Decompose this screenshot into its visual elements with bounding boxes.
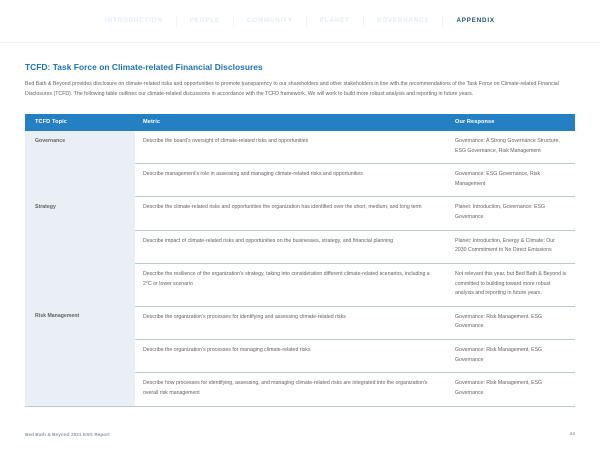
table-header bbox=[25, 114, 575, 131]
page-content bbox=[0, 43, 600, 407]
response-cell: Planet: Introduction, Energy & Climate: Our 2030 Commitment to No Direct Emissions bbox=[447, 230, 575, 263]
table-row bbox=[25, 197, 575, 230]
metric-cell: Describe the climate-related risks and opportunities the organization has identified over the short, medium, and long term bbox=[135, 197, 447, 230]
metric-cell: Describe impact of climate-related risks and opportunities on the businesses, strategy, and financial planning bbox=[135, 230, 447, 263]
response-cell: Governance: Risk Management, ESG Governance bbox=[447, 340, 575, 373]
response-cell: Governance: A Strong Governance Structure, ESG Governance, Risk Management bbox=[447, 131, 575, 164]
nav-item-governance[interactable]: GOVERNANCE bbox=[376, 16, 430, 24]
metric-cell: Describe the board's oversight of climate-related risks and opportunities bbox=[135, 131, 447, 164]
topic-cell-governance: Governance bbox=[25, 131, 135, 197]
metric-cell: Describe the resilience of the organization's strategy, taking into consideration different climate-related scenarios, including a 2°C or lower scenario bbox=[135, 263, 447, 306]
column-header-metric: Metric bbox=[135, 114, 447, 131]
nav-item-planet[interactable]: PLANET bbox=[319, 16, 350, 24]
response-cell: Governance: ESG Governance, Risk Management bbox=[447, 164, 575, 197]
top-navigation bbox=[0, 0, 600, 43]
metric-cell: Describe the organization's processes for identifying and assessing climate-related risks bbox=[135, 306, 447, 339]
metric-cell: Describe management's role in assessing and managing climate-related risks and opportunities bbox=[135, 164, 447, 197]
nav-item-people[interactable]: PEOPLE bbox=[189, 16, 220, 24]
table-row bbox=[25, 306, 575, 339]
table-row bbox=[25, 131, 575, 164]
response-cell: Planet: Introduction, Governance: ESG Governance bbox=[447, 197, 575, 230]
response-cell: Not relevant this year, but Bed Bath & Beyond is committed to building toward more robust analysis and reporting in future years. bbox=[447, 263, 575, 306]
page-footer bbox=[25, 432, 575, 437]
nav-item-introduction[interactable]: INTRODUCTION bbox=[105, 16, 163, 24]
column-header-tcfd-topic: TCFD Topic bbox=[25, 114, 135, 131]
footer-report-name: Bed Bath & Beyond 2021 ESG Report bbox=[25, 432, 110, 437]
nav-item-appendix[interactable]: APPENDIX bbox=[456, 16, 495, 24]
column-header-our-response: Our Response bbox=[447, 114, 575, 131]
intro-paragraph: Bed Bath & Beyond provides disclosure on climate-related risks and opportunities to promote transparency to our shareholders and other stakeholders in line with the recommendations of the Task Force on Climate-related Financial Disclosures (TCFD). The following table outlines our climate-related discussions in accordance with the TCFD framework. We will work to build more robust analysis and reporting in future years. bbox=[25, 81, 559, 98]
response-cell: Governance: Risk Management, ESG Governance bbox=[447, 306, 575, 339]
topic-cell-risk-management: Risk Management bbox=[25, 306, 135, 406]
topic-cell-strategy: Strategy bbox=[25, 197, 135, 306]
response-cell: Governance: Risk Management, ESG Governance bbox=[447, 373, 575, 406]
footer-page-number: 44 bbox=[569, 432, 575, 437]
table-body bbox=[25, 131, 575, 406]
nav-item-community[interactable]: COMMUNITY bbox=[246, 16, 293, 24]
tcfd-disclosure-table bbox=[25, 114, 575, 406]
metric-cell: Describe the organization's processes for managing climate-related risks bbox=[135, 340, 447, 373]
table-header-row bbox=[25, 114, 575, 131]
page-title: TCFD: Task Force on Climate-related Financial Disclosures bbox=[25, 62, 263, 72]
metric-cell: Describe how processes for identifying, assessing, and managing climate-related risks are integrated into the organization's overall risk management bbox=[135, 373, 447, 406]
